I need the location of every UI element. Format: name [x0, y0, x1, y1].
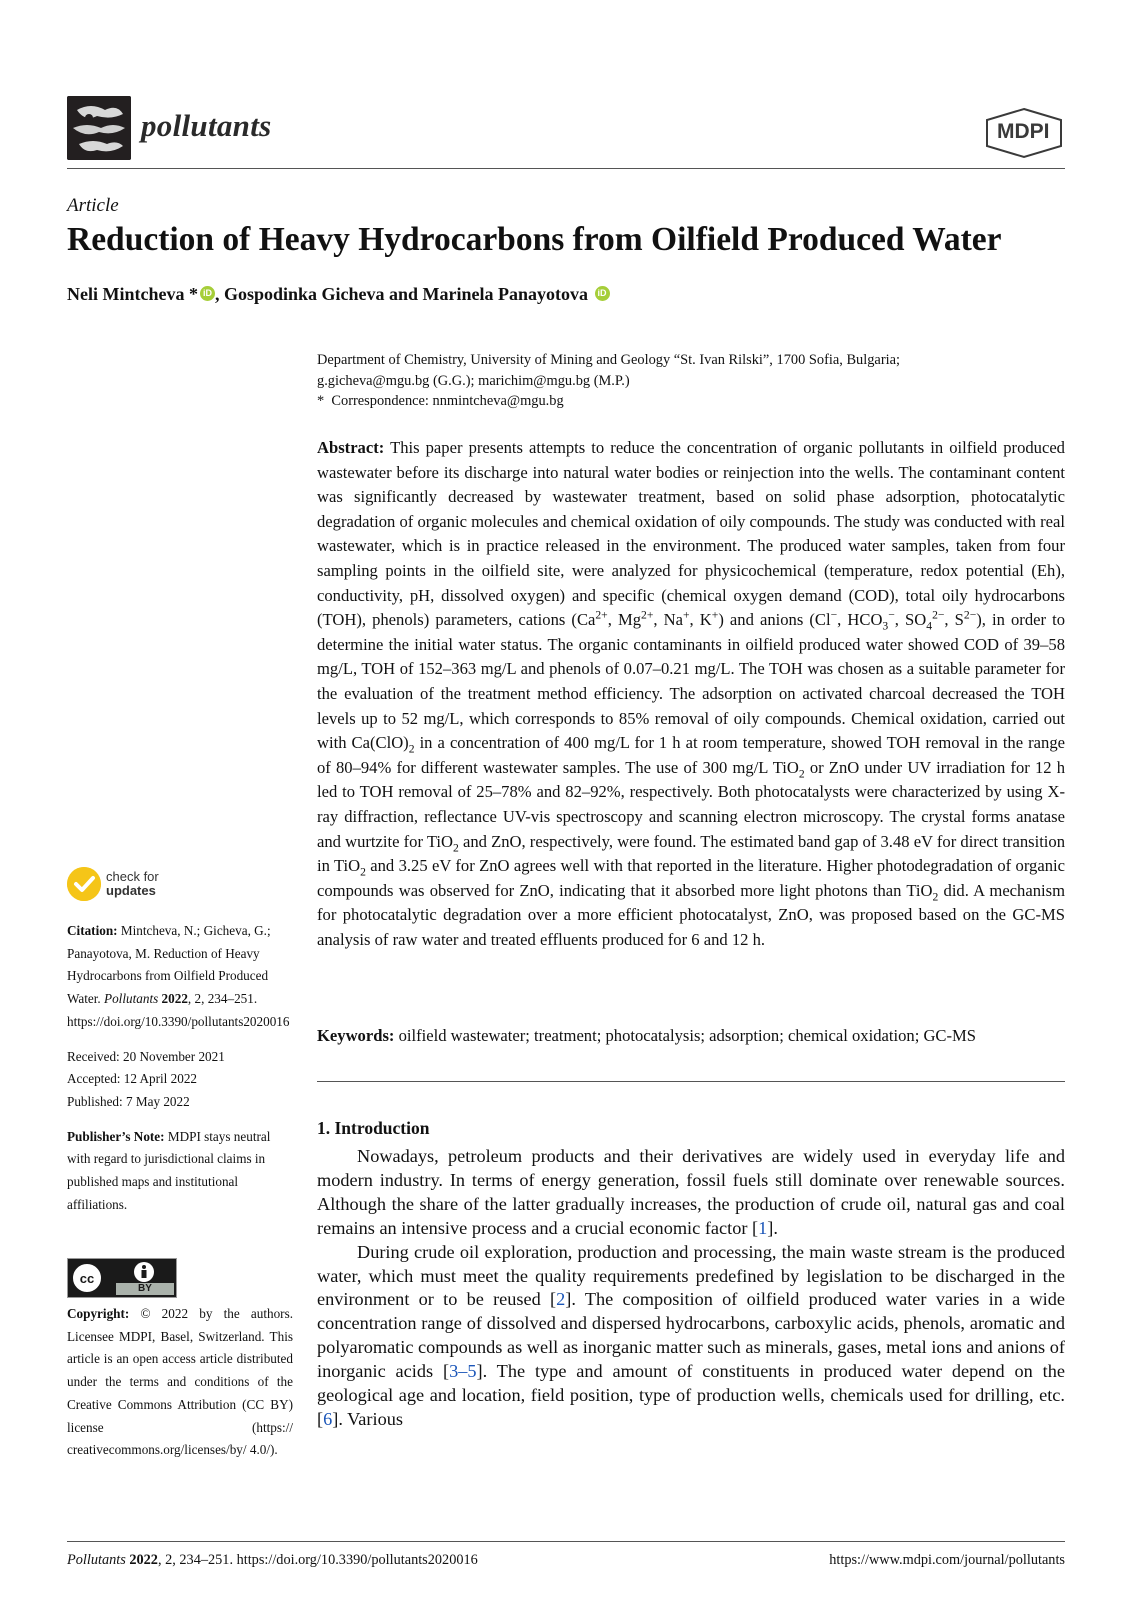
- section-divider: [317, 1081, 1065, 1082]
- cc-by-label: BY: [138, 1283, 152, 1294]
- copyright: [67, 1303, 293, 1462]
- footer-rule: [67, 1541, 1065, 1542]
- abstract: [317, 436, 1065, 952]
- abstract-text: in a concentration of 400 mg/L for 1 h at room temperature, showed TOH removal in the range of 80–94% for different wastewater samples. The use of 300 mg/L TiO: [317, 733, 1065, 777]
- abstract-text: , Mg: [607, 610, 642, 630]
- paragraph: [317, 1241, 1065, 1432]
- keywords-label: Keywords:: [317, 1026, 395, 1045]
- abstract-text: This paper presents attempts to reduce the concentration of organic pollutants in oilfield produced wastewater before its discharge into natural water bodies or reinjection into the wells. The contaminant content was significantly decreased by wastewater treatment, based on solid phase adsorption, photocatalytic degradation of organic molecules and chemical oxidation of oily compounds. The study was conducted with real wastewater, which is in practice released in the environment. The produced water samples, taken from four sampling points in the oilfield site, were analyzed for physicochemical (temperature, redox potential (Eh), conductivity, pH, dissolved oxygen) and specific (chemical oxygen demand (COD), total oily hydrocarbons (TOH), phenols) parameters, cations (Ca: [317, 438, 1065, 630]
- superscript: 2+: [595, 608, 608, 622]
- subscript: 2: [932, 890, 939, 903]
- page-title: Reduction of Heavy Hydrocarbons from Oilfield Produced Water: [67, 221, 1002, 258]
- orcid-icon[interactable]: iD: [595, 286, 610, 301]
- affiliation-line: Department of Chemistry, University of Mining and Geology “St. Ivan Rilski”, 1700 Sofia, Bulgaria;: [317, 352, 900, 368]
- publisher-note: [67, 1126, 293, 1217]
- paragraph-text: Nowadays, petroleum products and their derivatives are widely used in everyday life and modern industry. In terms of energy generation, fossil fuels still dominate over renewable sources. Although the share of the latter gradually increases, the production of crude oil, natural gas and coal remains an intensive process and a crucial economic factor [: [317, 1146, 1065, 1238]
- abstract-text: , HCO: [837, 610, 883, 630]
- citation-link[interactable]: 6: [323, 1408, 333, 1429]
- footer-journal: Pollutants: [67, 1552, 126, 1568]
- sidebar: [67, 920, 293, 1228]
- subscript: 3: [882, 619, 889, 633]
- citation: [67, 920, 293, 1034]
- footer-year: 2022: [129, 1552, 158, 1568]
- superscript: 2−: [932, 608, 945, 622]
- citation-journal: Pollutants: [104, 991, 159, 1007]
- abstract-label: Abstract:: [317, 438, 385, 457]
- paragraph-text: ]. The composition of oilfield produced water varies in a wide concentration range of dissolved and dispersed hydrocarbons, carboxylic acids, phenols, aromatic and polyaromatic compounds as well as inorganic matter such as minerals, gases, metal ions and anions of inorganic acids [: [317, 1289, 1065, 1382]
- superscript: +: [682, 608, 690, 622]
- footer-journal-url[interactable]: https://www.mdpi.com/journal/pollutants: [829, 1552, 1065, 1568]
- corresponding-mark: *: [188, 284, 198, 304]
- abstract-text: , Na: [653, 610, 683, 630]
- affiliation-block: [317, 350, 1065, 412]
- check-label-line: updates: [106, 883, 156, 898]
- superscript: 2+: [641, 608, 654, 622]
- accepted-date: Accepted: 12 April 2022: [67, 1071, 198, 1087]
- copyright-text: © 2022 by the authors. Licensee MDPI, Basel, Switzerland. This article is an open access article distributed under the terms and conditions of the Creative Commons Attribution (CC BY) license (https:// creativecommons.org/licenses/by/ 4.0/).: [67, 1306, 294, 1458]
- header-rule: [67, 168, 1065, 169]
- author-names[interactable]: , Gospodinka Gicheva and Marinela Panayotova: [214, 284, 589, 304]
- mdpi-logo-text: MDPI: [997, 120, 1050, 143]
- superscript: 2−: [963, 608, 977, 622]
- superscript: −: [830, 608, 838, 622]
- check-for-updates-label[interactable]: [106, 870, 159, 898]
- paragraph-text: ]. Various: [332, 1408, 403, 1429]
- abstract-text: and ZnO, respectively, were found. The estimated band gap of 3.48 eV for direct transition in TiO: [317, 831, 1066, 876]
- check-for-updates-icon[interactable]: [67, 867, 101, 901]
- citation-label: Citation:: [67, 923, 118, 938]
- author-list: [67, 284, 610, 305]
- author-name[interactable]: Neli Mintcheva: [67, 284, 185, 304]
- subscript: 2: [360, 865, 366, 879]
- citation-link[interactable]: 1: [758, 1217, 768, 1238]
- superscript: +: [711, 608, 719, 622]
- svg-text:cc: cc: [79, 1271, 95, 1286]
- abstract-text: did. A mechanism for photocatalytic degradation over a more efficient photocatalyst, ZnO, was proposed based on the GC-MS analysis of raw water and treated effluents produced for 6 and 12 h.: [317, 880, 1065, 949]
- mdpi-logo: [983, 107, 1065, 159]
- citation-doi[interactable]: , 2, 234–251. https://doi.org/10.3390/pollutants2020016: [67, 991, 290, 1029]
- correspondence: [317, 391, 1065, 412]
- paragraph: [317, 1145, 1065, 1241]
- abstract-text: ) and anions (Cl: [718, 610, 831, 630]
- citation-link[interactable]: 2: [556, 1289, 566, 1310]
- paragraph-text: ]. The type and amount of constituents in produced water depend on the geological age and location, field position, type of production wells, chemicals used for drilling, etc. [: [317, 1361, 1066, 1429]
- subscript: 2: [798, 767, 805, 781]
- journal-logo: [67, 96, 131, 160]
- publisher-note-label: Publisher’s Note:: [67, 1128, 165, 1144]
- section-heading: 1. Introduction: [317, 1118, 430, 1138]
- received-date: Received: 20 November 2021: [67, 1048, 225, 1064]
- subscript: 2: [408, 742, 415, 756]
- published-date: Published: 7 May 2022: [67, 1093, 190, 1109]
- paragraph-text: ].: [767, 1217, 778, 1238]
- copyright-label: Copyright:: [67, 1306, 130, 1321]
- citation-link[interactable]: 3–5: [449, 1361, 477, 1382]
- abstract-text: , K: [689, 610, 712, 630]
- introduction-body: [317, 1145, 1065, 1432]
- keywords: [317, 1026, 1065, 1046]
- abstract-text: , S: [944, 610, 964, 630]
- citation-text: Mintcheva, N.; Gicheva, G.; Panayotova, M. Reduction of Heavy Hydrocarbons from Oilfield Produced Water.: [67, 923, 271, 1007]
- abstract-text: or ZnO under UV irradiation for 12 h led to TOH removal of 25–78% and 82–92%, respectively. Both photocatalysts were characterized by using X-ray diffraction, reflectance UV-vis spectroscopy and scanning electron microscopy. The crystal forms anatase and wurtzite for TiO: [317, 757, 1065, 851]
- correspondence-email[interactable]: Correspondence: nnmintcheva@mgu.bg: [331, 393, 564, 409]
- footer-doi[interactable]: , 2, 234–251. https://doi.org/10.3390/pollutants2020016: [157, 1552, 478, 1568]
- affiliation-emails[interactable]: g.gicheva@mgu.bg (G.G.); marichim@mgu.bg (M.P.): [317, 372, 630, 389]
- publisher-note-text: MDPI stays neutral with regard to jurisdictional claims in published maps and institutional affiliations.: [67, 1128, 271, 1212]
- dates: [67, 1046, 293, 1114]
- check-label-line: check for: [106, 869, 159, 884]
- footer-citation: [67, 1552, 478, 1569]
- abstract-text: and 3.25 eV for ZnO agrees well with that reported in the literature. Higher photodegradation of organic compounds was observed for ZnO, indicating that it absorbed more light photons than TiO: [317, 856, 1065, 900]
- journal-name: pollutants: [141, 108, 272, 143]
- cc-by-license-badge[interactable]: [67, 1258, 177, 1298]
- correspondence-mark: *: [317, 393, 325, 409]
- citation-year: 2022: [161, 991, 188, 1007]
- orcid-icon[interactable]: iD: [200, 286, 215, 301]
- abstract-text: ), in order to determine the initial water status. The organic contaminants in oilfield produced water showed COD of 39–58 mg/L, TOH of 152–363 mg/L and phenols of 0.07–0.21 mg/L. The TOH was chosen as a suitable parameter for the evaluation of the treatment method efficiency. The adsorption on activated charcoal decreased the TOH levels up to 52 mg/L, which corresponds to 85% removal of oily compounds. Chemical oxidation, carried out with Ca(ClO): [317, 610, 1065, 753]
- abstract-text: , SO: [894, 610, 927, 630]
- paragraph-text: During crude oil exploration, production and processing, the main waste stream is the produced water, which must meet the quality requirements predefined by legislation to be discharged in the environment or to be reused [: [317, 1241, 1065, 1310]
- subscript: 4: [926, 619, 933, 633]
- subscript: 2: [453, 840, 459, 854]
- superscript: −: [888, 608, 895, 622]
- article-type: Article: [67, 195, 119, 216]
- keywords-text: oilfield wastewater; treatment; photocatalysis; adsorption; chemical oxidation; GC-MS: [398, 1026, 977, 1045]
